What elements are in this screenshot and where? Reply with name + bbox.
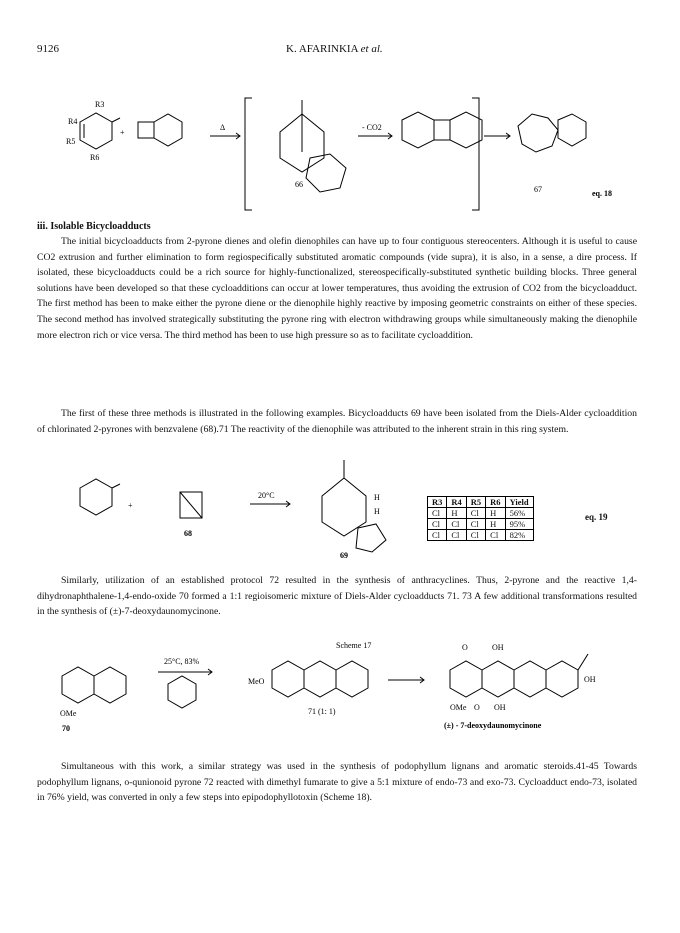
table-header: Yield xyxy=(505,497,533,508)
eq18-scheme xyxy=(40,92,640,217)
table-header: R4 xyxy=(447,497,466,508)
scheme17-ome-1: OMe xyxy=(60,709,77,718)
scheme17-compound-70: 70 xyxy=(62,724,70,733)
yield-table xyxy=(427,496,534,541)
paragraph-3: Similarly, utilization of an established protocol 72 resulted in the synthesis of anthracyclines. Thus, 2-pyrone and the reactive 1,4-dihydronaphthalene-1,4-endo-oxide 70 formed a 1:1 regioisomeric mixture of Diels-Alder cycloadducts 71. 73 A few additional transformations resulted in the synthesis of (±)-7-deoxydaunomycinone. xyxy=(37,575,637,618)
eq18-plus: + xyxy=(120,128,125,137)
table-cell: H xyxy=(486,519,505,530)
paragraph-1: The initial bicycloadducts from 2-pyrone dienes and olefin dienophiles can have up to four contiguous stereocenters. Although it is useful to cause CO2 extrusion and further elimination to form regiospecifically substituted aromatic compounds (vide supra), it is also, in a sense, a dire process. If isolated, these bicycloadducts could be a rich source for highly-functionalized, stereospecifically-substituted synthetic building blocks. Three general solutions have been developed so that these cycloadditions can occur at lower temperatures, thus avoiding the extrusion of CO2 from the bicycloadduct. The first method has been to make either the pyrone diene or the dienophile highly reactive by imposing geometric constraints on either of these species. The second method has involved strategically substituting the pyrone ring with electron withdrawing groups while simultaneously making the dienophile more electron rich or vice versa. The third method has been to use high pressure so as to facilitate cycloaddition. xyxy=(37,236,637,341)
table-header-row xyxy=(428,497,534,508)
eq19-condition: 20°C xyxy=(258,491,275,500)
scheme17-ome-2: OMe xyxy=(450,703,467,712)
table-header: R3 xyxy=(428,497,447,508)
table-cell: Cl xyxy=(466,519,485,530)
table-header: R6 xyxy=(486,497,505,508)
table-cell: 95% xyxy=(505,519,533,530)
table-cell: Cl xyxy=(466,530,485,541)
eq18-tag: eq. 18 xyxy=(592,189,612,198)
scheme17-compound-71: 71 (1: 1) xyxy=(308,707,336,716)
table-cell: H xyxy=(447,508,466,519)
running-head-suffix: et al. xyxy=(360,43,383,55)
scheme17-o-bottom: O xyxy=(474,703,480,712)
table-cell: 56% xyxy=(505,508,533,519)
scheme17-o-top: O xyxy=(462,643,468,652)
page-number: 9126 xyxy=(37,43,59,55)
table-cell: H xyxy=(486,508,505,519)
table-cell: Cl xyxy=(447,530,466,541)
pyrone-ring xyxy=(80,113,112,149)
table-row xyxy=(428,519,534,530)
eq19-h-label-2: H xyxy=(374,507,380,516)
table-row xyxy=(428,530,534,541)
eq18-arrow2-label: - CO2 xyxy=(362,123,382,132)
table-header: R5 xyxy=(466,497,485,508)
scheme17-oh-bottom: OH xyxy=(494,703,506,712)
table-cell: 82% xyxy=(505,530,533,541)
running-head xyxy=(286,43,383,55)
table-cell: Cl xyxy=(428,519,447,530)
paragraph-2: The first of these three methods is illustrated in the following examples. Bicycloadducts 69 have been isolated from the Diels-Alder cycloaddition of chlorinated 2-pyrones with benzvalene (68).71 The reactivity of the dienophile was attributed to the inherent strain in this ring system. xyxy=(37,408,637,435)
table-row xyxy=(428,508,534,519)
eq19-compound-69: 69 xyxy=(340,551,348,560)
eq18-arrow1-label: Δ xyxy=(220,123,226,132)
eq18-r3-label: R3 xyxy=(95,100,105,109)
table-cell: Cl xyxy=(466,508,485,519)
scheme17-title: Scheme 17 xyxy=(336,641,372,650)
section-title: iii. Isolable Bicycloadducts xyxy=(37,221,151,232)
running-head-author: K. AFARINKIA xyxy=(286,43,358,55)
scheme17-meo: MeO xyxy=(248,677,265,686)
scheme17-product-name: (±) - 7-deoxydaunomycinone xyxy=(444,721,542,730)
eq19-compound-68: 68 xyxy=(184,529,192,538)
eq18-compound-66: 66 xyxy=(295,180,303,189)
table-cell: Cl xyxy=(428,508,447,519)
paragraph-4: Simultaneous with this work, a similar strategy was used in the synthesis of podophyllum lignans and aromatic steroids.41-45 Towards podophyllum lignans, o-qunionoid pyrone 72 reacted with dimethyl fumarate to give a 5:1 mixture of endo-73 and exo-73. Cycloadduct endo-73, isolated in 76% yield, was converted in only a few steps into epipodophyllotoxin (Scheme 18). xyxy=(37,761,637,804)
eq18-compound-67: 67 xyxy=(534,185,542,194)
eq18-r4-label: R4 xyxy=(68,117,78,126)
eq19-h-label-1: H xyxy=(374,493,380,502)
eq19-tag: eq. 19 xyxy=(585,512,608,522)
table-cell: Cl xyxy=(428,530,447,541)
scheme17-condition: 25°C, 83% xyxy=(164,657,200,666)
eq18-r6-label: R6 xyxy=(90,153,100,162)
eq19-plus: + xyxy=(128,501,133,510)
table-cell: Cl xyxy=(486,530,505,541)
scheme17 xyxy=(40,636,640,746)
scheme17-oh-side: OH xyxy=(584,675,596,684)
eq19-scheme xyxy=(40,452,420,562)
scheme17-oh-top: OH xyxy=(492,643,504,652)
eq18-r5-label: R5 xyxy=(66,137,76,146)
table-cell: Cl xyxy=(447,519,466,530)
